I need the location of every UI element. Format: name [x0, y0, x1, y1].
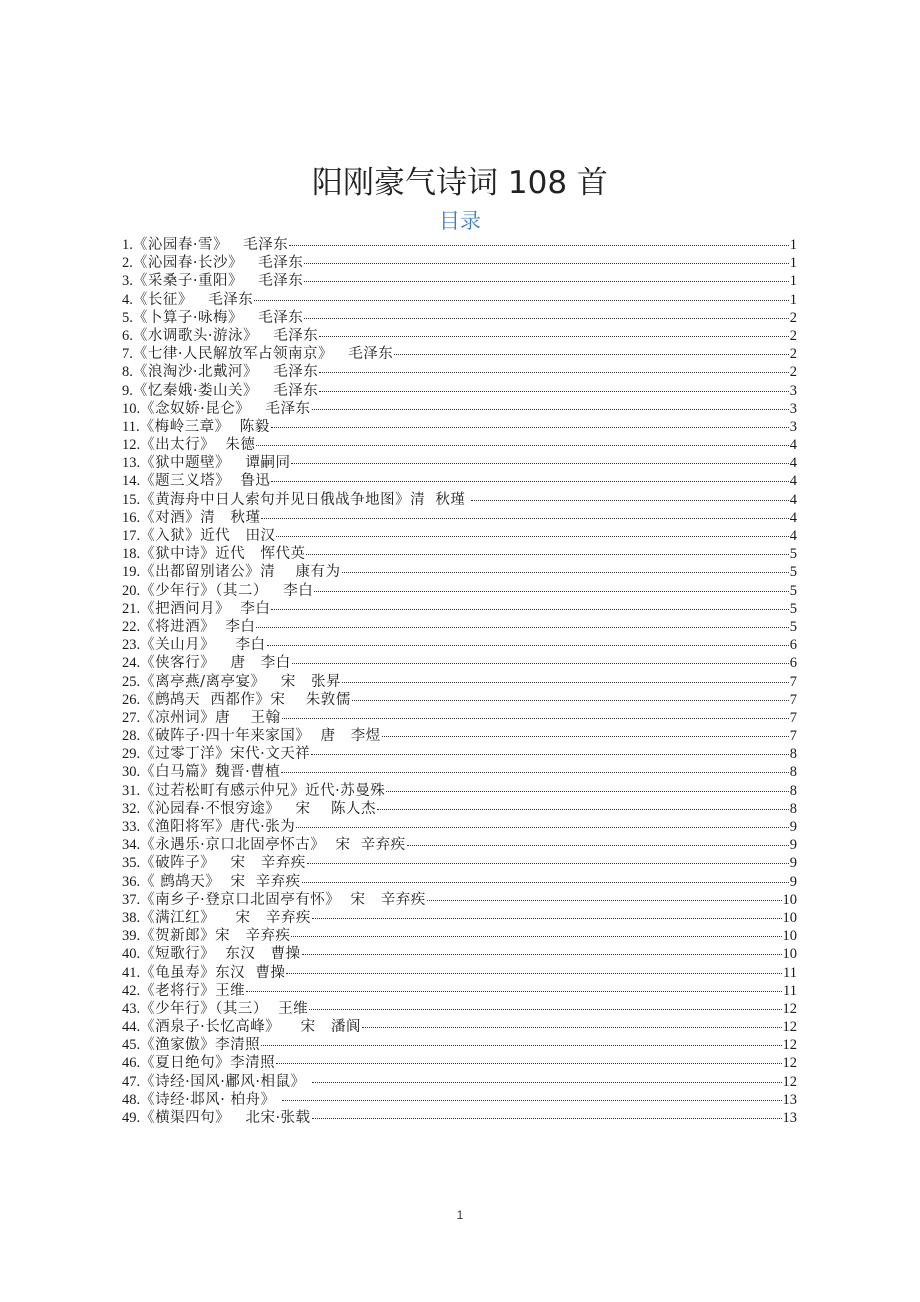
toc-entry-title: 《出都留别诸公》清 康有为 [140, 564, 341, 581]
toc-entry-page: 7 [789, 673, 797, 690]
table-of-contents [122, 236, 797, 1127]
toc-entry[interactable] [122, 382, 797, 400]
toc-entry-title: 《诗经·邶风· 柏舟》 [140, 1091, 281, 1108]
toc-entry-page: 4 [789, 491, 797, 508]
toc-entry-page: 8 [789, 746, 797, 763]
toc-entry[interactable] [122, 1109, 797, 1127]
toc-dot-leader [246, 990, 782, 992]
toc-entry-title: 《 鹧鸪天》 宋 辛弃疾 [140, 873, 301, 890]
toc-entry-title: 《破阵子》 宋 辛弃疾 [140, 855, 306, 872]
toc-dot-leader [312, 1081, 782, 1083]
toc-entry-page: 4 [789, 509, 797, 526]
toc-entry-number: 21. [122, 600, 141, 617]
toc-entry-title: 《渔家傲》李清照 [140, 1037, 261, 1054]
toc-dot-leader [407, 844, 789, 846]
toc-entry-page: 10 [782, 891, 797, 908]
toc-entry-number: 41. [122, 964, 141, 981]
toc-entry-number: 18. [122, 546, 141, 563]
toc-entry-page: 4 [789, 473, 797, 490]
toc-entry[interactable] [122, 800, 797, 818]
toc-entry-page: 3 [789, 400, 797, 417]
toc-entry-title: 《题三义塔》 鲁迅 [140, 473, 271, 490]
toc-heading: 目录 [439, 209, 481, 233]
toc-entry-number: 35. [122, 855, 141, 872]
footer-page-number: 1 [456, 1208, 464, 1222]
toc-entry[interactable] [122, 636, 797, 654]
toc-entry-title: 《沁园春·不恨穷途》 宋 陈人杰 [140, 800, 376, 817]
toc-dot-leader [282, 1099, 782, 1101]
toc-dot-leader [352, 699, 789, 701]
toc-dot-leader [271, 608, 788, 610]
toc-entry[interactable] [122, 527, 797, 545]
toc-entry-number: 25. [122, 673, 141, 690]
toc-entry-title: 《贺新郎》宋 辛弃疾 [140, 928, 291, 945]
toc-dot-leader [296, 826, 789, 828]
toc-entry-number: 38. [122, 909, 141, 926]
toc-entry-page: 11 [783, 964, 797, 981]
toc-entry-number: 4. [122, 291, 133, 308]
toc-entry[interactable] [122, 782, 797, 800]
toc-entry-number: 2. [122, 255, 133, 272]
toc-entry-title: 《离亭燕/离亭宴》 宋 张昇 [140, 673, 342, 690]
toc-entry-number: 9. [122, 382, 133, 399]
toc-entry-number: 5. [122, 309, 133, 326]
toc-dot-leader [342, 681, 789, 683]
toc-entry-page: 9 [789, 837, 797, 854]
toc-dot-leader [312, 1117, 782, 1119]
toc-entry-page: 10 [782, 946, 797, 963]
toc-entry-page: 1 [789, 273, 797, 290]
toc-entry-page: 7 [789, 709, 797, 726]
toc-entry-page: 6 [789, 637, 797, 654]
toc-entry-page: 9 [789, 855, 797, 872]
toc-entry[interactable] [122, 673, 797, 691]
toc-entry[interactable] [122, 600, 797, 618]
toc-entry-number: 17. [122, 528, 141, 544]
toc-entry-title: 《采桑子·重阳》 毛泽东 [132, 273, 304, 290]
toc-entry-page: 2 [789, 346, 797, 363]
toc-entry-number: 11. [122, 418, 140, 435]
toc-entry[interactable] [122, 1018, 797, 1036]
toc-dot-leader [271, 426, 789, 428]
toc-entry[interactable] [122, 964, 797, 982]
toc-entry-page: 8 [789, 782, 797, 799]
toc-entry-title: 《夏日绝句》李清照 [140, 1055, 276, 1072]
toc-entry-page: 1 [789, 237, 797, 253]
toc-dot-leader [304, 262, 788, 264]
toc-dot-leader [427, 899, 782, 901]
toc-entry-number: 23. [122, 637, 141, 654]
toc-entry[interactable] [122, 363, 797, 381]
toc-entry-page: 12 [782, 1037, 797, 1054]
toc-entry-page: 2 [789, 364, 797, 381]
toc-entry-number: 19. [122, 564, 141, 581]
toc-entry-title: 《浪淘沙·北戴河》 毛泽东 [132, 364, 319, 381]
toc-entry-page: 12 [782, 1000, 797, 1017]
toc-dot-leader [386, 790, 789, 792]
toc-entry[interactable] [122, 436, 797, 454]
toc-entry-number: 37. [122, 891, 141, 908]
toc-dot-leader [471, 499, 788, 501]
toc-entry-title: 《少年行》（其三） 王维 [140, 1000, 309, 1017]
toc-dot-leader [261, 517, 788, 519]
toc-entry[interactable] [122, 891, 797, 909]
toc-entry-title: 《诗经·国风·鄘风·相鼠》 [140, 1073, 311, 1090]
toc-entry-page: 7 [789, 691, 797, 708]
toc-entry-number: 7. [122, 346, 133, 363]
toc-entry-title: 《过若松町有感示仲兄》近代·苏曼殊 [140, 782, 386, 799]
toc-entry-title: 《短歌行》 东汉 曹操 [140, 946, 301, 963]
toc-entry-title: 《水调歌头·游泳》 毛泽东 [132, 327, 319, 344]
toc-entry-title: 《侠客行》 唐 李白 [140, 655, 291, 672]
toc-entry-title: 《少年行》（其二） 李白 [140, 582, 314, 599]
toc-entry[interactable] [122, 1036, 797, 1054]
toc-entry-title: 《把酒问月》 李白 [140, 600, 271, 617]
toc-entry[interactable] [122, 982, 797, 1000]
toc-entry-number: 42. [122, 982, 141, 999]
toc-dot-leader [256, 444, 788, 446]
toc-dot-leader [362, 1026, 782, 1028]
toc-dot-leader [271, 480, 788, 482]
toc-entry-title: 《沁园春·长沙》 毛泽东 [132, 255, 304, 272]
toc-dot-leader [282, 717, 789, 719]
toc-entry-number: 39. [122, 928, 141, 945]
toc-entry[interactable] [122, 691, 797, 709]
toc-dot-leader [286, 972, 782, 974]
toc-entry[interactable] [122, 1000, 797, 1018]
toc-entry[interactable] [122, 327, 797, 345]
toc-dot-leader [276, 1062, 781, 1064]
toc-entry-title: 《长征》 毛泽东 [132, 291, 254, 308]
toc-entry-number: 16. [122, 509, 141, 526]
toc-entry[interactable] [122, 1091, 797, 1109]
toc-entry[interactable] [122, 618, 797, 636]
toc-dot-leader [254, 299, 789, 301]
toc-dot-leader [377, 808, 789, 810]
toc-entry[interactable] [122, 709, 797, 727]
toc-entry-page: 4 [789, 437, 797, 454]
toc-dot-leader [281, 771, 789, 773]
toc-entry-number: 40. [122, 946, 141, 963]
toc-entry-page: 12 [782, 1073, 797, 1090]
toc-entry[interactable] [122, 582, 797, 600]
toc-entry-title: 《沁园春·雪》 毛泽东 [132, 237, 289, 253]
toc-entry-number: 28. [122, 728, 141, 745]
toc-entry[interactable] [122, 309, 797, 327]
toc-entry-title: 《出太行》 朱德 [140, 437, 256, 454]
toc-entry-number: 14. [122, 473, 141, 490]
toc-entry-number: 31. [122, 782, 141, 799]
toc-entry-title: 《鹧鸪天 西都作》宋 朱敦儒 [140, 691, 351, 708]
toc-entry-page: 13 [782, 1091, 797, 1108]
toc-entry-number: 46. [122, 1055, 141, 1072]
toc-entry[interactable] [122, 545, 797, 563]
toc-entry[interactable] [122, 472, 797, 490]
toc-entry-title: 《过零丁洋》宋代·文天祥 [140, 746, 311, 763]
document-title: 阳刚豪气诗词 108 首 [312, 165, 608, 201]
toc-entry-title: 《卜算子·咏梅》 毛泽东 [132, 309, 304, 326]
toc-entry-number: 45. [122, 1037, 141, 1054]
toc-entry-page: 12 [782, 1019, 797, 1036]
toc-entry-number: 44. [122, 1019, 141, 1036]
toc-entry-page: 8 [789, 764, 797, 781]
toc-entry-title: 《黄海舟中日人索句并见日俄战争地图》清 秋瑾 [140, 491, 471, 508]
toc-entry-number: 1. [122, 237, 133, 253]
toc-entry-page: 5 [789, 564, 797, 581]
toc-entry-number: 29. [122, 746, 141, 763]
toc-entry[interactable] [122, 254, 797, 272]
toc-entry-title: 《忆秦娥·娄山关》 毛泽东 [132, 382, 319, 399]
toc-entry-title: 《关山月》 李白 [140, 637, 266, 654]
toc-entry-page: 9 [789, 819, 797, 835]
toc-entry-title: 《白马篇》魏晋·曹植 [140, 764, 281, 781]
toc-entry-title: 《狱中诗》近代 恽代英 [140, 546, 306, 563]
toc-entry-title: 《狱中题壁》 谭嗣同 [140, 455, 291, 472]
toc-dot-leader [312, 917, 782, 919]
toc-dot-leader [319, 335, 788, 337]
toc-dot-leader [289, 244, 788, 246]
toc-entry[interactable] [122, 418, 797, 436]
toc-entry-number: 12. [122, 437, 141, 454]
toc-entry-page: 5 [789, 618, 797, 635]
toc-dot-leader [291, 462, 788, 464]
toc-entry[interactable] [122, 491, 797, 509]
toc-dot-leader [342, 571, 789, 573]
toc-entry-title: 《南乡子·登京口北固亭有怀》 宋 辛弃疾 [140, 891, 426, 908]
toc-dot-leader [309, 1008, 781, 1010]
toc-dot-leader [306, 553, 788, 555]
toc-entry-number: 3. [122, 273, 133, 290]
toc-entry-number: 49. [122, 1110, 141, 1126]
toc-dot-leader [261, 1044, 781, 1046]
toc-dot-leader [394, 353, 788, 355]
toc-entry-page: 11 [783, 982, 797, 999]
toc-entry[interactable] [122, 927, 797, 945]
toc-dot-leader [307, 862, 789, 864]
toc-entry[interactable] [122, 1054, 797, 1072]
toc-entry-number: 47. [122, 1073, 141, 1090]
toc-entry-title: 《老将行》王维 [140, 982, 246, 999]
toc-entry[interactable] [122, 945, 797, 963]
toc-entry-number: 34. [122, 837, 141, 854]
toc-dot-leader [314, 590, 789, 592]
toc-entry-page: 2 [789, 327, 797, 344]
toc-entry-title: 《入狱》近代 田汉 [140, 528, 276, 544]
toc-entry[interactable] [122, 654, 797, 672]
toc-entry-page: 6 [789, 655, 797, 672]
toc-entry-title: 《酒泉子·长忆高峰》 宋 潘阆 [140, 1019, 361, 1036]
toc-entry-page: 7 [789, 728, 797, 745]
toc-entry-page: 1 [789, 255, 797, 272]
toc-entry[interactable] [122, 400, 797, 418]
toc-entry-number: 10. [122, 400, 141, 417]
toc-entry-number: 13. [122, 455, 141, 472]
toc-entry-title: 《七律·人民解放军占领南京》 毛泽东 [132, 346, 394, 363]
toc-dot-leader [304, 317, 788, 319]
toc-entry-title: 《横渠四句》 北宋·张载 [140, 1110, 311, 1126]
toc-entry-number: 22. [122, 618, 141, 635]
toc-entry-page: 3 [789, 418, 797, 435]
toc-entry-page: 5 [789, 546, 797, 563]
toc-entry-page: 2 [789, 309, 797, 326]
toc-entry-number: 24. [122, 655, 141, 672]
toc-entry-number: 30. [122, 764, 141, 781]
toc-entry-number: 15. [122, 491, 141, 508]
toc-dot-leader [292, 662, 789, 664]
toc-entry-title: 《梅岭三章》 陈毅 [139, 418, 270, 435]
toc-entry-number: 48. [122, 1091, 141, 1108]
toc-entry-number: 43. [122, 1000, 141, 1017]
toc-dot-leader [319, 390, 788, 392]
toc-entry-title: 《将进酒》 李白 [140, 618, 256, 635]
toc-dot-leader [311, 753, 789, 755]
toc-entry[interactable] [122, 745, 797, 763]
toc-entry-page: 8 [789, 800, 797, 817]
toc-entry-page: 10 [782, 909, 797, 926]
toc-dot-leader [276, 535, 788, 537]
toc-entry-page: 12 [782, 1055, 797, 1072]
toc-entry-page: 13 [782, 1110, 797, 1126]
toc-entry[interactable] [122, 454, 797, 472]
toc-entry-page: 10 [782, 928, 797, 945]
toc-entry-page: 3 [789, 382, 797, 399]
toc-entry[interactable] [122, 236, 797, 254]
toc-entry-title: 《凉州词》唐 王翰 [140, 709, 281, 726]
toc-entry-number: 6. [122, 327, 133, 344]
toc-dot-leader [267, 644, 789, 646]
toc-entry-number: 32. [122, 800, 141, 817]
toc-entry[interactable] [122, 727, 797, 745]
toc-entry-number: 20. [122, 582, 141, 599]
toc-entry[interactable] [122, 818, 797, 836]
toc-entry[interactable] [122, 291, 797, 309]
toc-entry[interactable] [122, 1073, 797, 1091]
toc-entry-number: 26. [122, 691, 141, 708]
toc-entry[interactable] [122, 763, 797, 781]
toc-entry[interactable] [122, 836, 797, 854]
toc-entry-title: 《满江红》 宋 辛弃疾 [140, 909, 311, 926]
toc-dot-leader [302, 881, 789, 883]
toc-entry-page: 5 [789, 582, 797, 599]
toc-entry-title: 《龟虽寿》东汉 曹操 [140, 964, 286, 981]
toc-entry-number: 36. [122, 873, 141, 890]
toc-entry[interactable] [122, 272, 797, 290]
toc-dot-leader [312, 408, 789, 410]
toc-entry-title: 《永遇乐·京口北固亭怀古》 宋 辛弃疾 [140, 837, 406, 854]
toc-dot-leader [302, 953, 782, 955]
toc-entry[interactable] [122, 345, 797, 363]
toc-entry[interactable] [122, 909, 797, 927]
toc-entry-page: 9 [789, 873, 797, 890]
toc-entry[interactable] [122, 873, 797, 891]
toc-dot-leader [319, 371, 788, 373]
toc-entry-page: 1 [789, 291, 797, 308]
toc-entry-page: 4 [789, 528, 797, 544]
toc-dot-leader [304, 280, 788, 282]
toc-entry-title: 《渔阳将军》唐代·张为 [140, 819, 296, 835]
toc-entry-title: 《对酒》清 秋瑾 [140, 509, 261, 526]
toc-entry[interactable] [122, 563, 797, 581]
toc-entry-number: 27. [122, 709, 141, 726]
toc-entry-title: 《破阵子·四十年来家国》 唐 李煜 [140, 728, 381, 745]
toc-entry[interactable] [122, 854, 797, 872]
toc-entry-number: 33. [122, 819, 141, 835]
toc-dot-leader [291, 935, 781, 937]
toc-entry-title: 《念奴娇·昆仑》 毛泽东 [140, 400, 311, 417]
toc-entry-number: 8. [122, 364, 133, 381]
toc-dot-leader [382, 735, 789, 737]
toc-dot-leader [256, 626, 788, 628]
toc-entry-page: 4 [789, 455, 797, 472]
toc-entry[interactable] [122, 509, 797, 527]
toc-entry-page: 5 [789, 600, 797, 617]
